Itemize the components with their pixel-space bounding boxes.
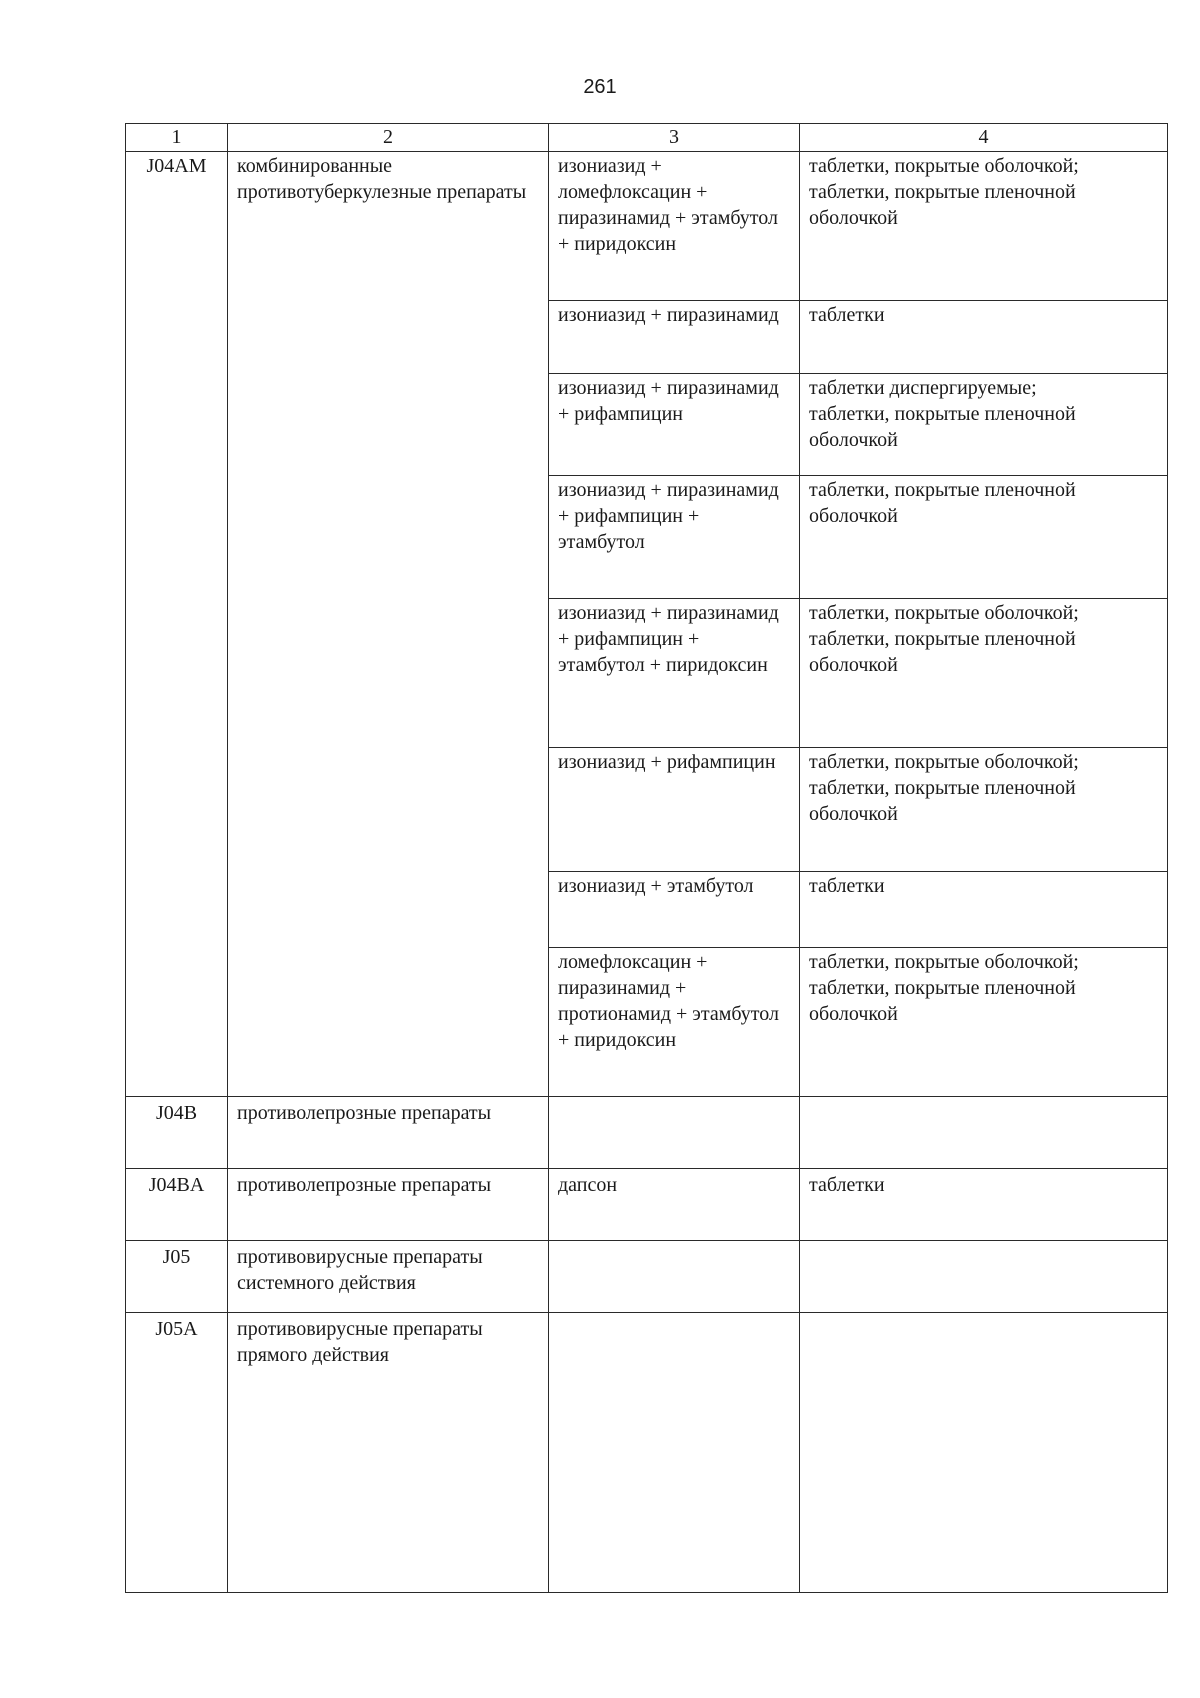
dosage-form xyxy=(800,301,1168,374)
form-line: таблетки, покрытые оболочкой; xyxy=(809,602,1079,624)
form-line: таблетки, покрытые пленочной оболочкой xyxy=(809,479,1076,527)
group-name: противолепрозные препараты xyxy=(228,1169,549,1241)
substance: изониазид + этамбутол xyxy=(549,872,800,948)
dosage-form xyxy=(800,948,1168,1097)
dosage-form xyxy=(800,872,1168,948)
group-name: противовирусные препараты прямого действия xyxy=(228,1313,549,1593)
atc-code: J05A xyxy=(126,1313,228,1593)
header-col-2: 2 xyxy=(228,124,549,152)
header-col-3: 3 xyxy=(549,124,800,152)
medicines-table xyxy=(125,123,1168,1593)
group-name: противолепрозные препараты xyxy=(228,1097,549,1169)
dosage-form: таблетки xyxy=(800,1169,1168,1241)
form-line: таблетки диспергируемые; xyxy=(809,377,1037,399)
atc-code: J04AM xyxy=(126,152,228,1097)
page-number: 261 xyxy=(583,76,617,98)
form-line: таблетки, покрытые оболочкой; xyxy=(809,951,1079,973)
substance: изониазид + ломефлоксацин + пиразинамид + этамбутол + пиридоксин xyxy=(549,152,800,301)
atc-code: J05 xyxy=(126,1241,228,1313)
form-line: таблетки, покрытые оболочкой; xyxy=(809,155,1079,177)
substance xyxy=(549,1097,800,1169)
form-line: таблетки, покрытые пленочной оболочкой xyxy=(809,403,1076,451)
form-line: таблетки xyxy=(809,304,885,326)
form-line: таблетки, покрытые оболочкой; xyxy=(809,751,1079,773)
header-row xyxy=(126,124,1168,152)
form-line: таблетки, покрытые пленочной оболочкой xyxy=(809,977,1076,1025)
table-row xyxy=(126,1313,1168,1593)
table-row xyxy=(126,1169,1168,1241)
dosage-form xyxy=(800,1313,1168,1593)
dosage-form xyxy=(800,1097,1168,1169)
substance xyxy=(549,1313,800,1593)
substance: изониазид + пиразинамид + рифампицин xyxy=(549,374,800,476)
dosage-form xyxy=(800,599,1168,748)
substance: ломефлоксацин + пиразинамид + протионамид + этамбутол + пиридоксин xyxy=(549,948,800,1097)
table-row xyxy=(126,152,1168,301)
header-col-1: 1 xyxy=(126,124,228,152)
substance: дапсон xyxy=(549,1169,800,1241)
group-name: комбинированные противотуберкулезные препараты xyxy=(228,152,549,1097)
dosage-form xyxy=(800,152,1168,301)
table-row xyxy=(126,1241,1168,1313)
substance: изониазид + пиразинамид + рифампицин + этамбутол + пиридоксин xyxy=(549,599,800,748)
header-col-4: 4 xyxy=(800,124,1168,152)
substance: изониазид + пиразинамид xyxy=(549,301,800,374)
dosage-form xyxy=(800,1241,1168,1313)
dosage-form xyxy=(800,374,1168,476)
atc-code: J04BA xyxy=(126,1169,228,1241)
substance: изониазид + рифампицин xyxy=(549,748,800,872)
group-name: противовирусные препараты системного действия xyxy=(228,1241,549,1313)
form-line: таблетки, покрытые пленочной оболочкой xyxy=(809,777,1076,825)
form-line: таблетки xyxy=(809,875,885,897)
atc-code: J04B xyxy=(126,1097,228,1169)
dosage-form xyxy=(800,748,1168,872)
dosage-form xyxy=(800,476,1168,599)
substance xyxy=(549,1241,800,1313)
table-row xyxy=(126,1097,1168,1169)
form-line: таблетки, покрытые пленочной оболочкой xyxy=(809,181,1076,229)
form-line: таблетки, покрытые пленочной оболочкой xyxy=(809,628,1076,676)
substance: изониазид + пиразинамид + рифампицин + этамбутол xyxy=(549,476,800,599)
